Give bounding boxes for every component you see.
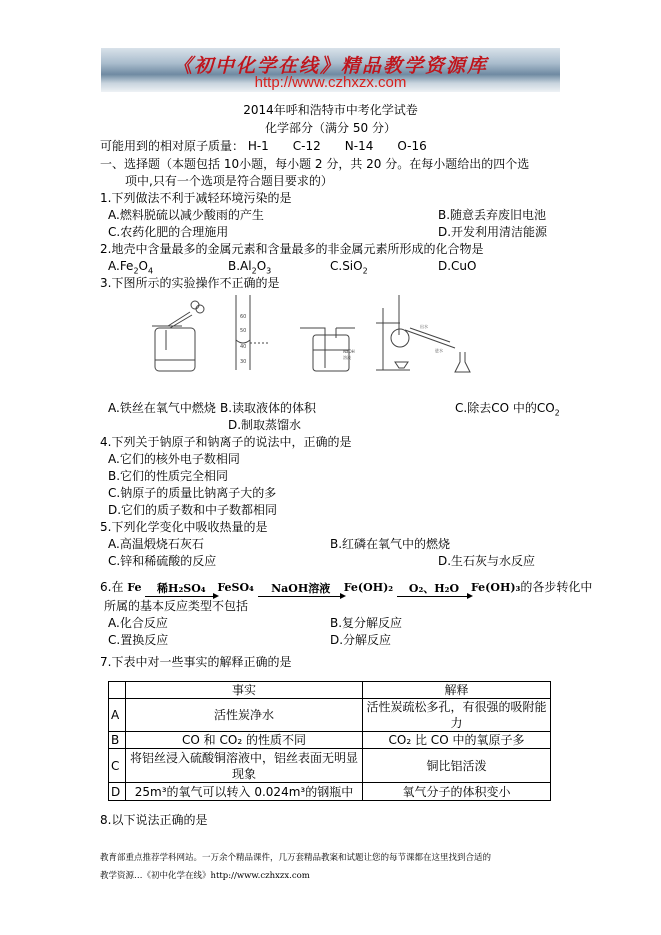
q3-option-b: B.读取液体的体积 (220, 401, 317, 415)
svg-text:出水: 出水 (420, 324, 428, 329)
q2-stem: 2.地壳中含量最多的金属元素和含量最多的非金属元素所形成的化合物是 (100, 242, 484, 256)
q5-option-b: B.红磷在氧气中的燃烧 (330, 537, 451, 551)
q1-option-a: A.燃料脱硫以减少酸雨的产生 (108, 208, 264, 222)
q6-option-b: B.复分解反应 (330, 616, 403, 630)
q5-option-d: D.生石灰与水反应 (438, 554, 536, 568)
q7-table (108, 681, 551, 801)
svg-text:30: 30 (240, 359, 247, 365)
q7-stem: 7.下表中对一些事实的解释正确的是 (100, 655, 292, 669)
table-row: A 活性炭净水 活性炭疏松多孔，有很强的吸附能力 (109, 699, 551, 732)
q3-option-c: C.除去CO 中的$CO_2$ (455, 401, 560, 418)
q4-option-d: D.它们的质子数和中子数都相同 (108, 503, 278, 517)
table-row: C 将铝丝浸入硫酸铜溶液中，铝丝表面无明显现象 铜比铝活泼 (109, 749, 551, 783)
q5-option-c: C.锌和稀硫酸的反应 (108, 554, 217, 568)
footer-line1: 教育部重点推荐学科网站。一万余个精品课件，几万套精品教案和试题让您的每节课都在这里找到合适的 (100, 853, 492, 863)
q3-figures (100, 290, 560, 380)
q4-option-c: C.钠原子的质量比钠离子大的多 (108, 486, 277, 500)
atomic-masses: 可能用到的相对原子质量： H-1 C-12 N-14 O-16 (100, 139, 427, 153)
q4-option-b: B.它们的性质完全相同 (108, 469, 229, 483)
banner-url[interactable]: http://www.czhxzx.com (254, 74, 407, 91)
q2-option-b: $B.Al_2O_3$ (228, 259, 272, 276)
q1-stem: 1.下列做法不利于减轻环境污染的是 (100, 191, 292, 205)
q6-option-a: A.化合反应 (108, 616, 168, 630)
banner-title: 《初中化学在线》精品教学资源库 (172, 55, 488, 77)
graduated-cylinder-figure (236, 295, 268, 370)
q3-option-a: A.铁丝在氧气中燃烧 (108, 401, 216, 415)
q6-stem: 6.在 Fe 稀H₂SO₄ FeSO₄ NaOH溶液 Fe(OH)₂ O₂、H₂O Fe(OH)₃的各步转化中 (100, 580, 593, 595)
table-header-row: 事实 解释 (109, 682, 551, 699)
table-row: B CO 和 CO₂ 的性质不同 CO₂ 比 CO 中的氧原子多 (109, 732, 551, 749)
page-subtitle: 化学部分（满分 50 分） (265, 121, 396, 135)
iron-burning-figure (152, 301, 204, 371)
banner-logo (101, 48, 560, 92)
svg-text:NaOH: NaOH (343, 349, 355, 354)
q1-option-c: C.农药化肥的合理施用 (108, 225, 229, 239)
q4-option-a: A.它们的核外电子数相同 (108, 452, 240, 466)
svg-text:50: 50 (240, 328, 247, 334)
svg-text:进水: 进水 (435, 348, 443, 353)
q5-option-a: A.高温煅烧石灰石 (108, 537, 204, 551)
q8-stem: 8.以下说法正确的是 (100, 813, 208, 827)
distillation-figure (376, 295, 470, 372)
q6-stem-cont: 所属的基本反应类型不包括 (104, 599, 249, 613)
q3-stem: 3.下图所示的实验操作不正确的是 (100, 276, 280, 290)
q1-option-b: B.随意丢弃废旧电池 (438, 208, 547, 222)
gas-wash-bottle-figure (300, 328, 355, 371)
section-heading-cont: 项中,只有一个选项是符合题目要求的） (125, 174, 333, 188)
q2-option-a: $A.Fe_2O_4$ (108, 259, 154, 276)
footer-line2[interactable]: 教学资源…《初中化学在线》http://www.czhxzx.com (100, 871, 310, 881)
q2-option-c: C.SiO$_2$ (330, 259, 368, 276)
q1-option-d: D.开发利用清洁能源 (438, 225, 548, 239)
svg-text:40: 40 (240, 344, 247, 350)
q5-stem: 5.下列化学变化中吸收热量的是 (100, 520, 268, 534)
table-row: D 25m³的氧气可以转入 0.024m³的钢瓶中 氧气分子的体积变小 (109, 783, 551, 801)
q4-stem: 4.下列关于钠原子和钠离子的说法中，正确的是 (100, 435, 352, 449)
svg-text:溶液: 溶液 (343, 355, 351, 360)
q3-option-d: D.制取蒸馏水 (228, 418, 302, 432)
q6-option-d: D.分解反应 (330, 633, 392, 647)
page-title: 2014年呼和浩特市中考化学试卷 (243, 103, 418, 117)
q6-option-c: C.置换反应 (108, 633, 169, 647)
q2-option-d: D.CuO (438, 259, 477, 273)
svg-text:60: 60 (240, 314, 247, 320)
section-heading: 一、选择题（本题包括 10小题，每小题 2 分，共 20 分。在每小题给出的四个选 (100, 157, 530, 171)
